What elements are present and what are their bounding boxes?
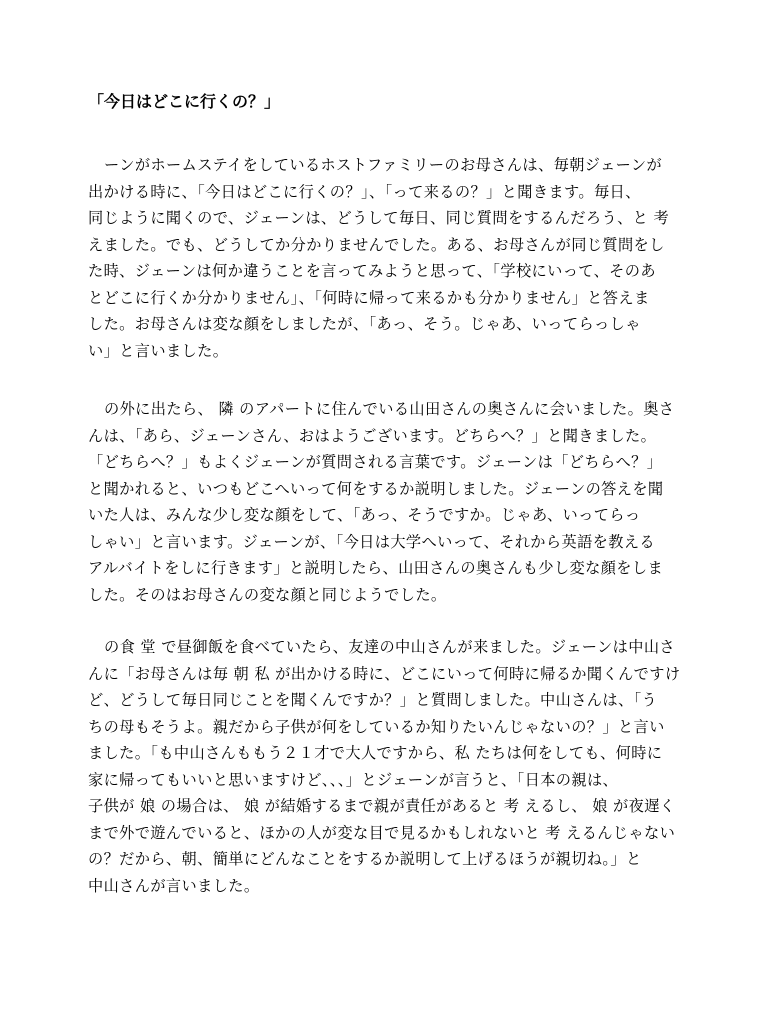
paragraph-line: した。そのはお母さんの変な顔と同じようでした。 — [88, 585, 447, 604]
paragraph-line: ちの母もそうよ。親だから子供が何をしているか知りたいんじゃないの？」と言い — [88, 717, 665, 736]
paragraph-line: アルバイトをしに行きます」と説明したら、山田さんの奥さんも少し変な顔をしま — [88, 559, 664, 577]
paragraph-line: 家に帰ってもいいと思いますけど、、、」とジェーンが言うと、「日本の親は、 — [88, 770, 619, 789]
paragraph-2 — [88, 396, 688, 608]
paragraph-line: えました。でも、どうしてか分かりませんでした。ある、お母さんが同じ質問をし — [88, 235, 665, 254]
paragraph-1 — [88, 152, 688, 364]
paragraph-line: の食 堂 で昼御飯を食べていたら、友達の中山さんが来ました。ジェーンは中山さ — [104, 638, 675, 656]
paragraph-3 — [88, 634, 688, 899]
paragraph-line: ーンがホームステイをしているホストファミリーのお母さんは、毎朝ジェーンが — [104, 156, 663, 174]
paragraph-line: の？だから、朝、簡単にどんなことをするか説明して上げるほうが親切ね。」と — [88, 850, 642, 868]
paragraph-line: と聞かれると、いつもどこへいって何をするか説明しました。ジェーンの答えを聞 — [88, 479, 664, 498]
paragraph-line: とどこに行くか分かりません」、「何時に帰って来るかも分かりません」と答えま — [88, 288, 650, 307]
paragraph-line: まで外で遊んでいると、ほかの人が変な目で見るかもしれないと 考 えるんじゃない — [88, 823, 676, 842]
document-title: 「今日はどこに行くの？」 — [88, 92, 281, 111]
paragraph-line: 子供が 娘 の場合は、 娘 が結婚するまで親が責任があると 考 えるし、 娘 が夜遅く — [88, 797, 676, 815]
paragraph-line: 出かける時に、「今日はどこに行くの？」、「って来るの？」と聞きます。毎日、 — [88, 182, 641, 201]
paragraph-line: ました。「も中山さんももう２１才で大人ですから、私 たちは何をしても、何時に — [88, 744, 663, 762]
paragraph-line: した。お母さんは変な顔をしましたが、「あっ、そう。じゃあ、いってらっしゃ — [88, 315, 641, 333]
paragraph-line: しゃい」と言います。ジェーンが、「今日は大学へいって、それから英語を教える — [88, 532, 656, 551]
paragraph-line: んは、「あら、ジェーンさん、おはようございます。どちらへ？」と聞きました。 — [88, 426, 657, 445]
paragraph-line: ど、どうして毎日同じことを聞くんですか？」と質問しました。中山さんは、「う — [88, 691, 658, 709]
paragraph-line: 中山さんが言いました。 — [88, 876, 260, 895]
paragraph-line: んに「お母さんは毎 朝 私 が出かける時に、どこにいって何時に帰るか聞くんですけ — [88, 664, 681, 683]
paragraph-line: いた人は、みんな少し変な顔をして、「あっ、そうですか。じゃあ、いってらっ — [88, 506, 641, 524]
paragraph-line: い」と言いました。 — [88, 341, 229, 360]
paragraph-line: た時、ジェーンは何か違うことを言ってみようと思って、「学校にいって、そのあ — [88, 262, 656, 280]
paragraph-line: 「どちらへ？」もよくジェーンが質問される言葉です。ジェーンは「どちらへ？」 — [88, 453, 663, 471]
paragraph-line: の外に出たら、 隣 のアパートに住んでいる山田さんの奥さんに会いました。奥さ — [104, 400, 675, 418]
paragraph-line: 同じように聞くので、ジェーンは、どうして毎日、同じ質問をするんだろう、と 考 — [88, 209, 670, 227]
